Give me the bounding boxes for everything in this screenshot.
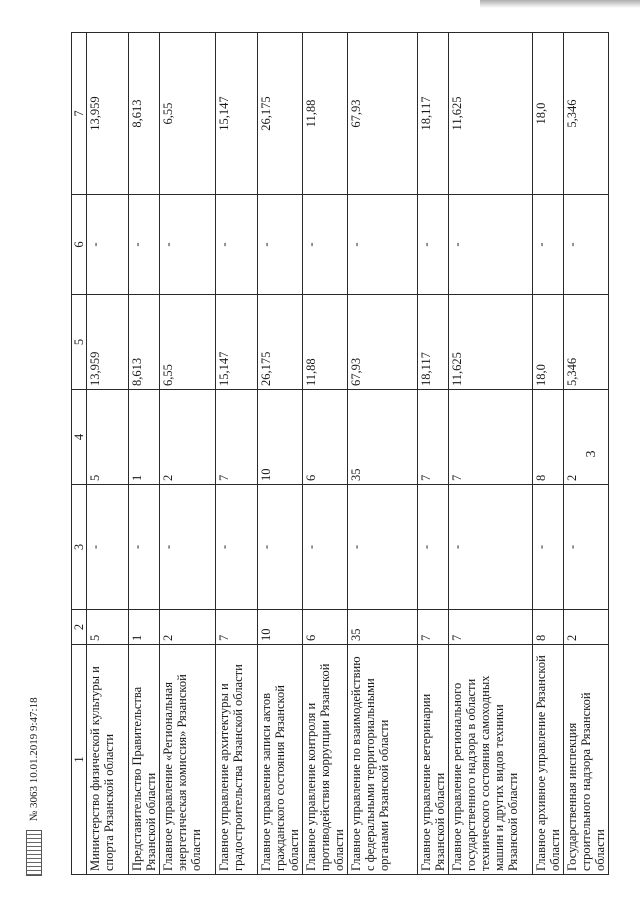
col-5-cell: 6,55 [160, 295, 216, 390]
col-4-cell: 6 [303, 390, 348, 485]
table-header-row [72, 33, 87, 875]
col-3-cell: - [449, 485, 533, 610]
col-7-cell: 11,88 [303, 33, 348, 195]
col-2-cell: 2 [564, 610, 609, 645]
table-row [258, 33, 303, 875]
col-7-cell: 13,959 [87, 33, 129, 195]
col-4-cell: 1 [129, 390, 160, 485]
table-row [533, 33, 564, 875]
org-name-cell: Представительство Правительства Рязанской области [129, 645, 160, 875]
col-7-cell: 15,147 [216, 33, 258, 195]
table-body [87, 33, 609, 875]
org-name-cell: Главное архивное управление Рязанской области [533, 645, 564, 875]
col-7-cell: 67,93 [348, 33, 418, 195]
org-name-cell: Главное управление контроля и противодействия коррупции Рязанской области [303, 645, 348, 875]
table-row [564, 33, 609, 875]
col-4-cell: 7 [449, 390, 533, 485]
org-name-cell: Главное управление регионального государственного надзора в области технического состояния самоходных машин и других видов техники Рязанской области [449, 645, 533, 875]
col-5-cell: 26,175 [258, 295, 303, 390]
col-5-cell: 5,346 [564, 295, 609, 390]
col-6-cell: - [449, 195, 533, 295]
col-2-cell: 7 [216, 610, 258, 645]
col-2-cell: 1 [129, 610, 160, 645]
table-row [160, 33, 216, 875]
barcode-icon [26, 830, 42, 876]
col-7-cell: 18,117 [418, 33, 449, 195]
page-number: 3 [584, 450, 599, 458]
org-name-cell: Главное управление архитектуры и градостроительства Рязанской области [216, 645, 258, 875]
col-2-cell: 7 [418, 610, 449, 645]
col-4-cell: 5 [87, 390, 129, 485]
col-7-cell: 8,613 [129, 33, 160, 195]
col-header-7: 7 [72, 33, 87, 195]
col-header-3: 3 [72, 485, 87, 610]
col-3-cell: - [87, 485, 129, 610]
rotated-document-page [71, 33, 629, 875]
col-2-cell: 7 [449, 610, 533, 645]
col-3-cell: - [418, 485, 449, 610]
col-3-cell: - [216, 485, 258, 610]
col-6-cell: - [129, 195, 160, 295]
org-name-cell: Министерство физической культуры и спорта Рязанской области [87, 645, 129, 875]
col-4-cell: 7 [418, 390, 449, 485]
org-name-cell: Главное управление «Региональная энергетическая комиссия» Рязанской области [160, 645, 216, 875]
table-row [129, 33, 160, 875]
col-3-cell: - [348, 485, 418, 610]
col-2-cell: 35 [348, 610, 418, 645]
col-6-cell: - [418, 195, 449, 295]
col-7-cell: 6,55 [160, 33, 216, 195]
org-name-cell: Главное управление записи актов гражданского состояния Рязанской области [258, 645, 303, 875]
org-name-cell: Главное управление ветеринарии Рязанской области [418, 645, 449, 875]
col-header-5: 5 [72, 295, 87, 390]
col-7-cell: 11,625 [449, 33, 533, 195]
col-5-cell: 67,93 [348, 295, 418, 390]
col-6-cell: - [564, 195, 609, 295]
col-4-cell: 10 [258, 390, 303, 485]
registration-stamp [22, 696, 46, 876]
col-4-cell: 8 [533, 390, 564, 485]
col-6-cell: - [533, 195, 564, 295]
col-3-cell: - [564, 485, 609, 610]
col-3-cell: - [258, 485, 303, 610]
col-4-cell: 2 [564, 390, 609, 485]
col-5-cell: 13,959 [87, 295, 129, 390]
col-2-cell: 6 [303, 610, 348, 645]
col-2-cell: 5 [87, 610, 129, 645]
org-name-cell: Государственная инспекция строительного надзора Рязанской области [564, 645, 609, 875]
col-6-cell: - [87, 195, 129, 295]
table-row [348, 33, 418, 875]
col-3-cell: - [533, 485, 564, 610]
col-7-cell: 5,346 [564, 33, 609, 195]
col-6-cell: - [216, 195, 258, 295]
col-5-cell: 15,147 [216, 295, 258, 390]
col-5-cell: 18,117 [418, 295, 449, 390]
col-header-4: 4 [72, 390, 87, 485]
table-row [216, 33, 258, 875]
col-6-cell: - [160, 195, 216, 295]
col-header-2: 2 [72, 610, 87, 645]
registration-number: № 3063 10.01.2019 9:47:18 [28, 697, 40, 822]
col-2-cell: 10 [258, 610, 303, 645]
col-7-cell: 18,0 [533, 33, 564, 195]
table-row [87, 33, 129, 875]
col-5-cell: 11,88 [303, 295, 348, 390]
col-header-1: 1 [72, 645, 87, 875]
org-name-cell: Главное управление по взаимодействию с федеральными территориальными органами Рязанской области [348, 645, 418, 875]
col-3-cell: - [160, 485, 216, 610]
col-5-cell: 18,0 [533, 295, 564, 390]
col-6-cell: - [303, 195, 348, 295]
table-row [303, 33, 348, 875]
col-2-cell: 8 [533, 610, 564, 645]
scan-edge-artifact [480, 0, 640, 8]
col-header-6: 6 [72, 195, 87, 295]
table-row [449, 33, 533, 875]
col-5-cell: 11,625 [449, 295, 533, 390]
col-4-cell: 2 [160, 390, 216, 485]
col-2-cell: 2 [160, 610, 216, 645]
col-6-cell: - [258, 195, 303, 295]
table-row [418, 33, 449, 875]
col-7-cell: 26,175 [258, 33, 303, 195]
col-3-cell: - [129, 485, 160, 610]
col-3-cell: - [303, 485, 348, 610]
col-4-cell: 7 [216, 390, 258, 485]
col-6-cell: - [348, 195, 418, 295]
staff-table [71, 32, 609, 875]
col-4-cell: 35 [348, 390, 418, 485]
col-5-cell: 8,613 [129, 295, 160, 390]
